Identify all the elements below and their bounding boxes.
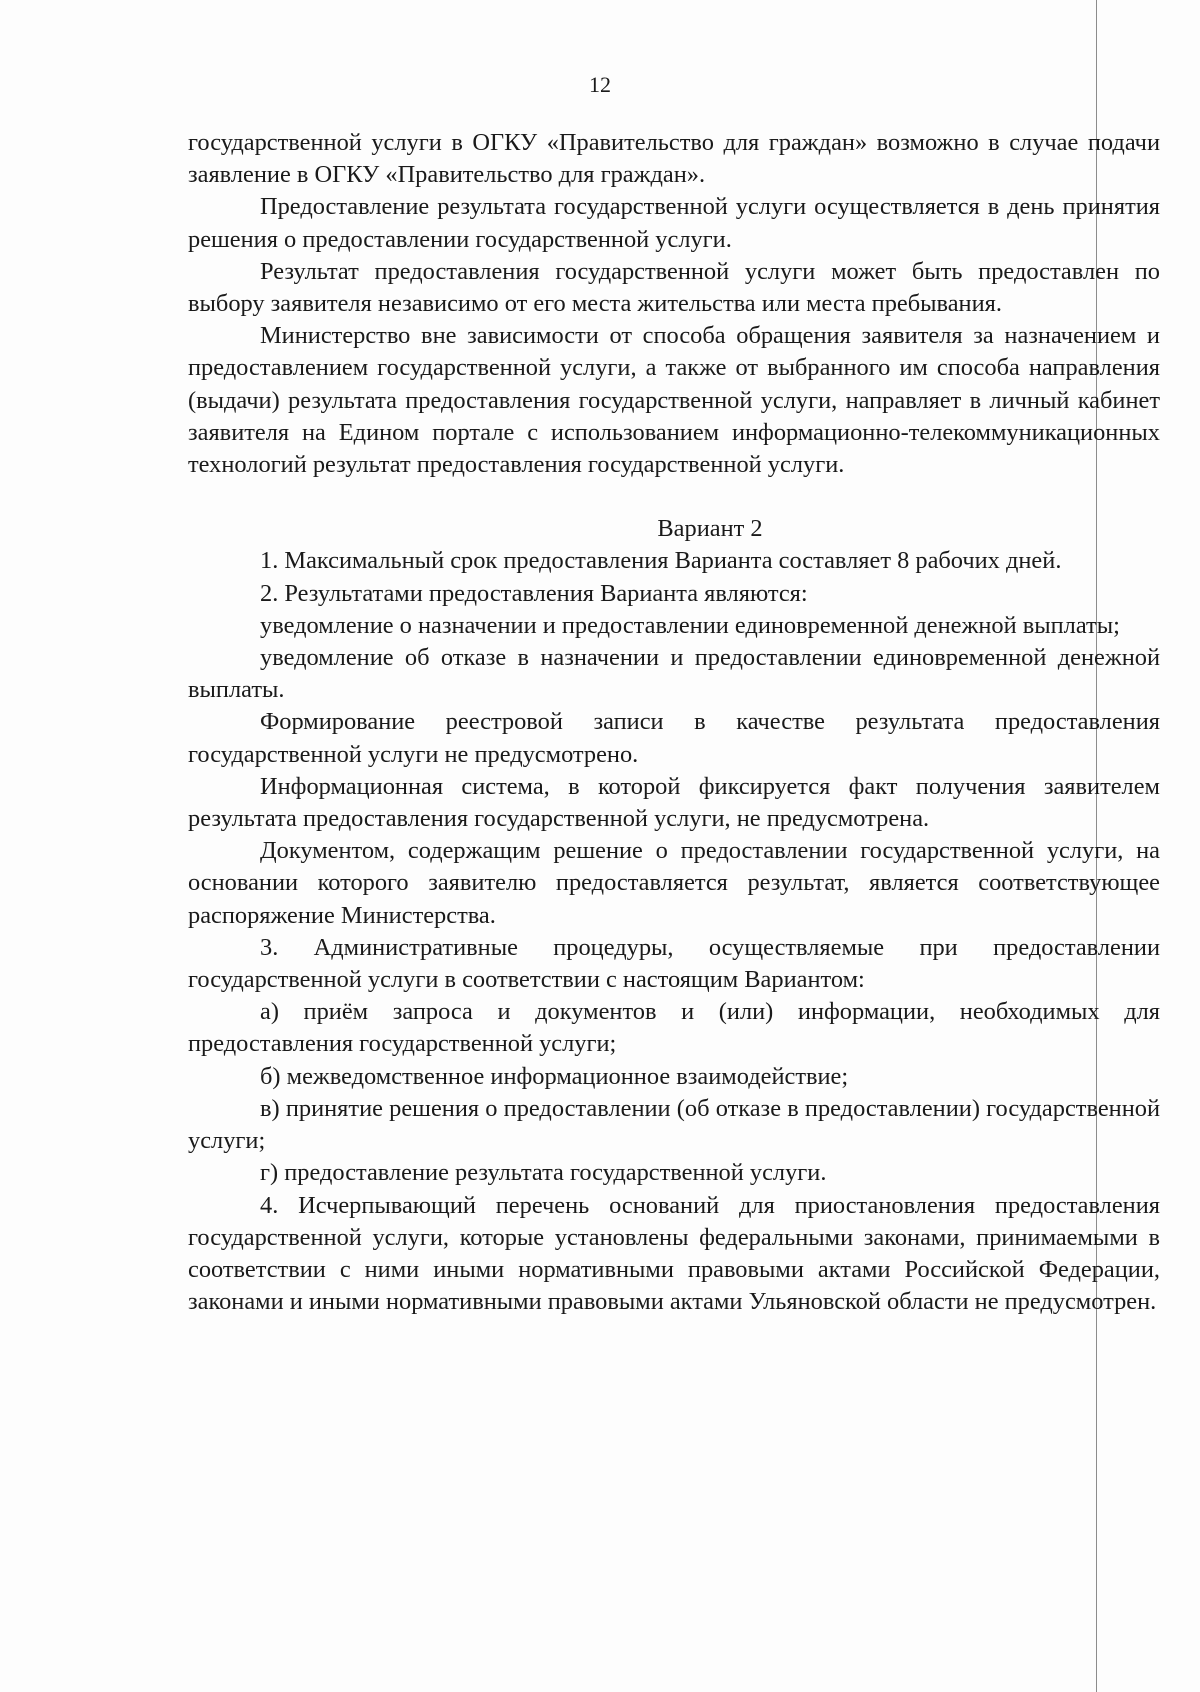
paragraph: Результат предоставления государственной услуги может быть предоставлен по выбору заявителя независимо от его места жительства или места пребывания. <box>188 257 1160 318</box>
paragraph: в) принятие решения о предоставлении (об отказе в предоставлении) государственной услуги; <box>188 1094 1160 1155</box>
paragraph: г) предоставление результата государственной услуги. <box>260 1159 827 1187</box>
paragraph: а) приём запроса и документов и (или) информации, необходимых для предоставления государственной услуги; <box>188 998 1160 1058</box>
paragraph: Предоставление результата государственной услуги осуществляется в день принятия решения о предоставлении государственной услуги. <box>188 193 1160 253</box>
paragraph: Министерство вне зависимости от способа обращения заявителя за назначением и предоставлением государственной услуги, а также от выбранного им способа направления (выдачи) результата предоставления государственной услуги, направляет в личный кабинет заявителя на Едином портале с использованием информационно-телекоммуникационных технологий результат предоставления государственной услуги. <box>188 322 1160 479</box>
paragraph: Документом, содержащим решение о предоставлении государственной услуги, на основании которого заявителю предоставляется результат, является соответствующее распоряжение Министерства. <box>188 837 1160 929</box>
paragraph: б) межведомственное информационное взаимодействие; <box>260 1062 849 1090</box>
paragraph: государственной услуги в ОГКУ «Правительство для граждан» возможно в случае подачи заявление в ОГКУ «Правительство для граждан». <box>188 129 1160 189</box>
paragraph: Информационная система, в которой фиксируется факт получения заявителем результата предоставления государственной услуги, не предусмотрена. <box>188 772 1160 833</box>
paragraph: 3. Административные процедуры, осуществляемые при предоставлении государственной услуги в соответствии с настоящим Вариантом: <box>188 933 1160 994</box>
paragraph: уведомление об отказе в назначении и предоставлении единовременной денежной выплаты. <box>188 644 1160 704</box>
paragraph: 4. Исчерпывающий перечень оснований для приостановления предоставления государственной услуги, которые установлены федеральными законами, принимаемыми в соответствии с ними иными нормативными правовыми актами Российской Федерации, законами и иными нормативными правовыми актами Ульяновской области не предусмотрен. <box>188 1191 1160 1316</box>
paragraph: 1. Максимальный срок предоставления Варианта составляет 8 рабочих дней. <box>260 547 1062 575</box>
page-number: 12 <box>589 72 611 97</box>
paragraph: Формирование реестровой записи в качестве результата предоставления государственной услуги не предусмотрено. <box>188 708 1160 768</box>
paragraph: уведомление о назначении и предоставлении единовременной денежной выплаты; <box>260 611 1120 639</box>
document-body <box>188 127 1160 1318</box>
section-heading: Вариант 2 <box>657 515 763 543</box>
paragraph: 2. Результатами предоставления Варианта являются: <box>260 579 808 607</box>
